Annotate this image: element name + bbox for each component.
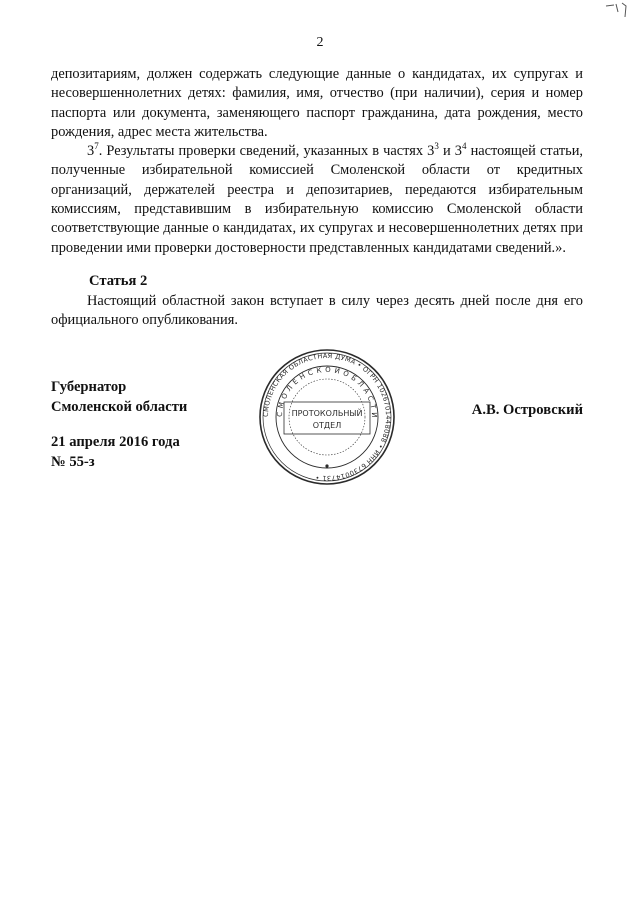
paragraph-continuation: депозитариям, должен содержать следующие данные о кандидатах, их супругах и несовершеннолетних детях: фамилия, имя, отчество (при наличии), серия и номер паспорта или документа, заменяющего паспорт гражданина, дата рождения, место рождения, адрес места жительства. bbox=[51, 66, 583, 140]
signer-name: А.В. Островский bbox=[471, 402, 583, 418]
part-reference-superscript: 3 bbox=[434, 141, 439, 152]
seal-inner-text: С М О Л Е Н С К О Й О Б Л А С Т И bbox=[275, 365, 379, 419]
governor-title bbox=[51, 377, 187, 417]
article-2-text bbox=[51, 292, 583, 331]
part-reference: 3 bbox=[454, 143, 462, 160]
part-reference: 3 bbox=[427, 143, 435, 160]
corner-mark-icon bbox=[604, 2, 628, 22]
official-seal bbox=[257, 347, 397, 487]
paragraph-text-part: настоящей статьи, полученные избирательной комиссией Смоленской области от кредитных организаций, держателей реестра и депозитариев, передаются избирательным комиссиям, представившим в избирательную комиссию Смоленской области соответствующие данные о кандидатах, их супругах и несовершеннолетних детях при проведении ими проверки достоверности представленных кандидатами сведений.». bbox=[51, 143, 583, 256]
seal-outer-text: СМОЛЕНСКАЯ ОБЛАСТНАЯ ДУМА • ОГРН 1026701448088 • ИНН 6730014731 • bbox=[261, 351, 393, 483]
part-reference-superscript: 4 bbox=[461, 141, 467, 152]
seal-center-line2: ОТДЕЛ bbox=[312, 421, 342, 430]
paragraph-3-7 bbox=[51, 142, 583, 258]
article-2-title: Статья 2 bbox=[89, 273, 148, 289]
governor-title-line2: Смоленской области bbox=[51, 399, 188, 415]
law-date: 21 апреля 2016 года bbox=[51, 434, 180, 450]
law-date-block bbox=[51, 432, 180, 472]
law-number: № 55-з bbox=[51, 454, 95, 470]
seal-star-icon bbox=[325, 464, 328, 467]
seal-center-line1: ПРОТОКОЛЬНЫЙ bbox=[291, 409, 363, 418]
governor-title-line1: Губернатор bbox=[51, 379, 127, 395]
article-2-paragraph: Настоящий областной закон вступает в силу через десять дней после дня его официального опубликования. bbox=[51, 293, 583, 329]
paragraph-number-superscript: 7 bbox=[94, 141, 99, 152]
paragraph-text-part: и bbox=[438, 143, 455, 160]
paragraph-number: 3 bbox=[87, 143, 95, 160]
paragraph-text-part: . Результаты проверки сведений, указанных в частях bbox=[98, 143, 428, 160]
law-body-text bbox=[51, 65, 583, 258]
page-number: 2 bbox=[316, 35, 324, 50]
